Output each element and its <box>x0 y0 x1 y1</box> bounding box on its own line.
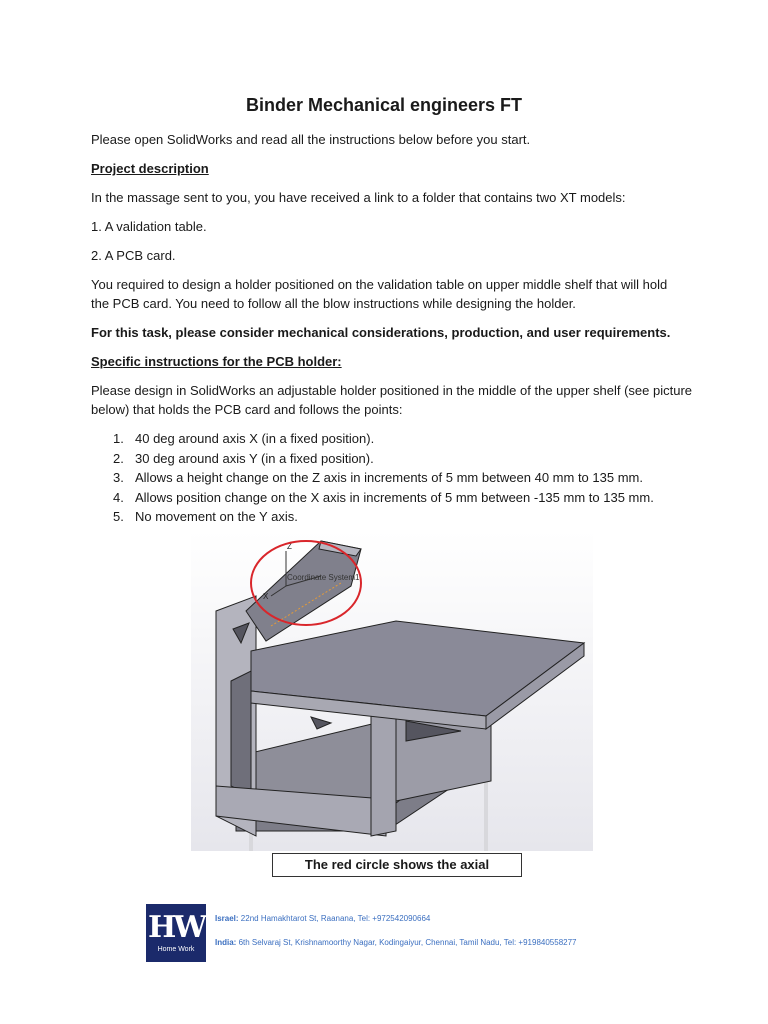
document-title: Binder Mechanical engineers FT <box>245 95 523 115</box>
list-number: 1. <box>113 431 124 446</box>
validation-table-render <box>191 531 593 851</box>
task-note: For this task, please consider mechanical considerations, production, and user requirements. <box>91 325 671 340</box>
list-text: Allows position change on the X axis in increments of 5 mm between -135 mm to 135 mm. <box>135 489 654 505</box>
list-item <box>91 429 654 449</box>
requirement-line-1: You required to design a holder positioned on the validation table on upper middle shelf that will hold <box>91 277 668 292</box>
project-heading: Project description <box>91 161 209 176</box>
israel-label: Israel: <box>215 914 239 923</box>
list-item <box>91 468 654 488</box>
india-address: 6th Selvaraj St, Krishnamoorthy Nagar, Kodingaiyur, Chennai, Tamil Nadu, Tel: +919840558277 <box>236 938 577 947</box>
requirement-line-2: the PCB card. You need to follow all the blow instructions while designing the holder. <box>91 296 576 311</box>
specific-heading: Specific instructions for the PCB holder: <box>91 354 342 369</box>
instruction-list <box>91 429 654 527</box>
design-line-2: below) that holds the PCB card and follows the points: <box>91 402 403 417</box>
list-text: 30 deg around axis Y (in a fixed position). <box>135 450 374 466</box>
axis-x-label: X <box>263 592 269 601</box>
figure-caption: The red circle shows the axial <box>272 853 522 877</box>
list-number: 2. <box>113 450 124 466</box>
list-text: Allows a height change on the Z axis in increments of 5 mm between 40 mm to 135 mm. <box>135 470 643 485</box>
list-number: 5. <box>113 509 124 524</box>
logo-mark: HW <box>147 910 205 945</box>
india-label: India: <box>215 938 237 947</box>
intro-text: Please open SolidWorks and read all the instructions below before you start. <box>91 132 531 147</box>
israel-address: 22nd Hamakhtarot St, Raanana, Tel: +972542090664 <box>238 914 431 923</box>
list-item <box>91 488 654 508</box>
project-text: In the massage sent to you, you have received a link to a folder that contains two XT models: <box>91 190 626 205</box>
list-text: No movement on the Y axis. <box>135 509 298 524</box>
model-item-1: 1. A validation table. <box>91 219 207 234</box>
coordinate-system-label: Coordinate System1 <box>287 573 360 582</box>
footer-india <box>215 938 576 947</box>
homework-logo <box>146 904 206 962</box>
footer-israel <box>215 914 430 923</box>
model-item-2: 2. A PCB card. <box>91 248 176 263</box>
design-line-1: Please design in SolidWorks an adjustable holder positioned in the middle of the upper shelf (see picture <box>91 383 693 398</box>
logo-subtitle: Home Work <box>157 946 195 953</box>
list-text: 40 deg around axis X (in a fixed position). <box>135 431 375 446</box>
axis-z-label: Z <box>287 542 292 551</box>
list-item <box>91 449 654 469</box>
list-item <box>91 507 654 527</box>
cad-figure <box>191 531 593 851</box>
list-number: 4. <box>113 489 124 505</box>
list-number: 3. <box>113 470 124 485</box>
